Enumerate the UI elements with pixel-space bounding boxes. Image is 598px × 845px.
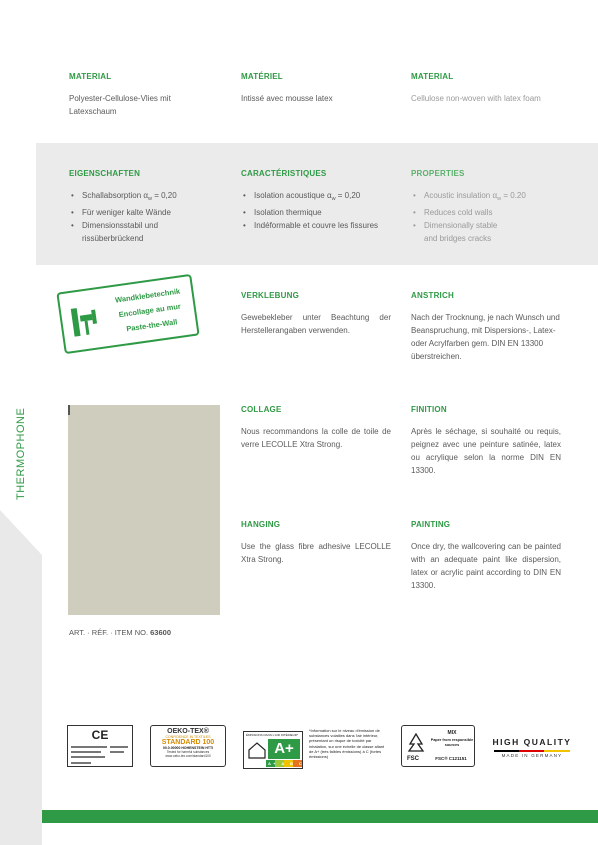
ce-label xyxy=(67,725,133,767)
verklebung-block xyxy=(241,291,391,337)
painting-heading: PAINTING xyxy=(411,520,451,529)
hanging-heading: HANGING xyxy=(241,520,281,529)
footer-accent-bar xyxy=(42,810,598,823)
list-item: • Acoustic insulation $\alpha_w = 0.20$ xyxy=(411,189,561,206)
list-item: • Isolation acoustique $\alpha_w = 0,20$ xyxy=(241,189,401,206)
material-en-heading: MATERIAL xyxy=(411,72,454,81)
properties-en-list xyxy=(411,189,561,245)
a-plus-footnote: *Information sur le niveau d'émission de substances volatiles dans l'air intérieur, présentant un risque de toxicité par inhalation, sur une échelle de classe allant de A+ (très faibles émissions) à C (fortes émissions) xyxy=(309,728,385,760)
anstrich-heading: ANSTRICH xyxy=(411,291,454,300)
house-icon xyxy=(247,741,267,759)
properties-de-list xyxy=(69,189,219,245)
material-fr-heading: MATÉRIEL xyxy=(241,72,283,81)
verklebung-text: Gewebekleber unter Beachtung der Herstellerangaben verwenden. xyxy=(241,313,391,335)
material-fr xyxy=(241,72,391,105)
properties-fr-heading: CARACTÉRISTIQUES xyxy=(241,169,327,178)
properties-de xyxy=(69,169,219,245)
material-en xyxy=(411,72,581,105)
list-item: • Indéformable et couvre les fissures xyxy=(241,219,401,232)
list-item: • Dimensionally stable and bridges cracks xyxy=(411,219,501,245)
finition-text: Après le séchage, si souhaité ou requis, peignez avec une peinture satinée, latex ou acrylique selon la norme DIN EN 13300. xyxy=(411,427,561,475)
stamp-text xyxy=(103,282,196,339)
paint-roller-icon xyxy=(68,301,105,341)
properties-de-heading: EIGENSCHAFTEN xyxy=(69,169,141,178)
properties-fr-list xyxy=(241,189,401,232)
properties-en-heading: PROPERTIES xyxy=(411,169,465,178)
high-quality-made-in-germany: HIGH QUALITY MADE IN GERMANY xyxy=(492,737,572,758)
material-de-heading: MATERIAL xyxy=(69,72,112,81)
painting-text: Once dry, the wallcovering can be painted with an adequate paint like dispersion, latex or acrylic paint according to DIN EN 13300. xyxy=(411,542,561,590)
list-item: • Für weniger kalte Wände xyxy=(69,206,219,219)
verklebung-heading: VERKLEBUNG xyxy=(241,291,300,300)
collage-heading: COLLAGE xyxy=(241,405,282,414)
properties-fr xyxy=(241,169,401,232)
material-de-text: Polyester-Cellulose-Vlies mit Latexschaum xyxy=(69,94,171,116)
a-plus-grade: A+ xyxy=(268,739,300,759)
fsc-tree-icon xyxy=(406,732,426,754)
left-decor-wedge xyxy=(0,510,42,845)
properties-en xyxy=(411,169,561,245)
stamp-line-de: Wandklebetechnik xyxy=(114,286,181,305)
article-number-value: 63600 xyxy=(150,628,171,637)
fsc-logo: FSC MIX Paper from responsible sources FSC® C121151 xyxy=(401,725,475,767)
list-item: • Reduces cold walls xyxy=(411,206,561,219)
hanging-text: Use the glass fibre adhesive LECOLLE Xtra Strong. xyxy=(241,542,391,564)
material-fr-text: Intissé avec mousse latex xyxy=(241,94,333,103)
ce-mark-icon: CE xyxy=(91,728,109,742)
paste-the-wall-stamp xyxy=(56,274,199,354)
stamp-line-en: Paste-the-Wall xyxy=(125,317,178,334)
anstrich-block xyxy=(411,291,561,363)
product-sample-swatch xyxy=(68,405,220,615)
material-en-text: Cellulose non-woven with latex foam xyxy=(411,94,541,103)
german-flag-stripe xyxy=(494,750,570,752)
painting-block xyxy=(411,520,561,592)
finition-block xyxy=(411,405,561,477)
oeko-tex-logo: OEKO-TEX® CONFIDENCE IN TEXTILES STANDARD 100 00.0.00000 HOHENSTEIN HTTI Tested for harmful substances www.oeko-tex.com/standard100 xyxy=(150,725,226,767)
list-item: • Isolation thermique xyxy=(241,206,401,219)
article-label: ART. · RÉF. · ITEM NO. xyxy=(69,628,149,637)
list-item: • Schallabsorption $\alpha_w = 0,20$ xyxy=(69,189,219,206)
hanging-block xyxy=(241,520,391,566)
anstrich-text: Nach der Trocknung, je nach Wunsch und Beanspruchung, mit Dispersions-, Latex- oder Acrylfarben gem. DIN EN 13300 überstreichen. xyxy=(411,313,560,361)
article-number xyxy=(69,628,171,637)
indoor-air-a-plus-label: ÉMISSIONS DANS L'AIR INTÉRIEUR* A+ A+ A B C xyxy=(243,731,303,769)
product-name-vertical: THERMOPHONE xyxy=(15,407,27,500)
list-item: • Dimensionsstabil und rissüberbrückend xyxy=(69,219,179,245)
stamp-line-fr: Encollage au mur xyxy=(118,301,182,320)
swatch-corner-mark xyxy=(68,405,70,415)
finition-heading: FINITION xyxy=(411,405,447,414)
material-de xyxy=(69,72,219,118)
collage-text: Nous recommandons la colle de toile de verre LECOLLE Xtra Strong. xyxy=(241,427,391,449)
collage-block xyxy=(241,405,391,451)
